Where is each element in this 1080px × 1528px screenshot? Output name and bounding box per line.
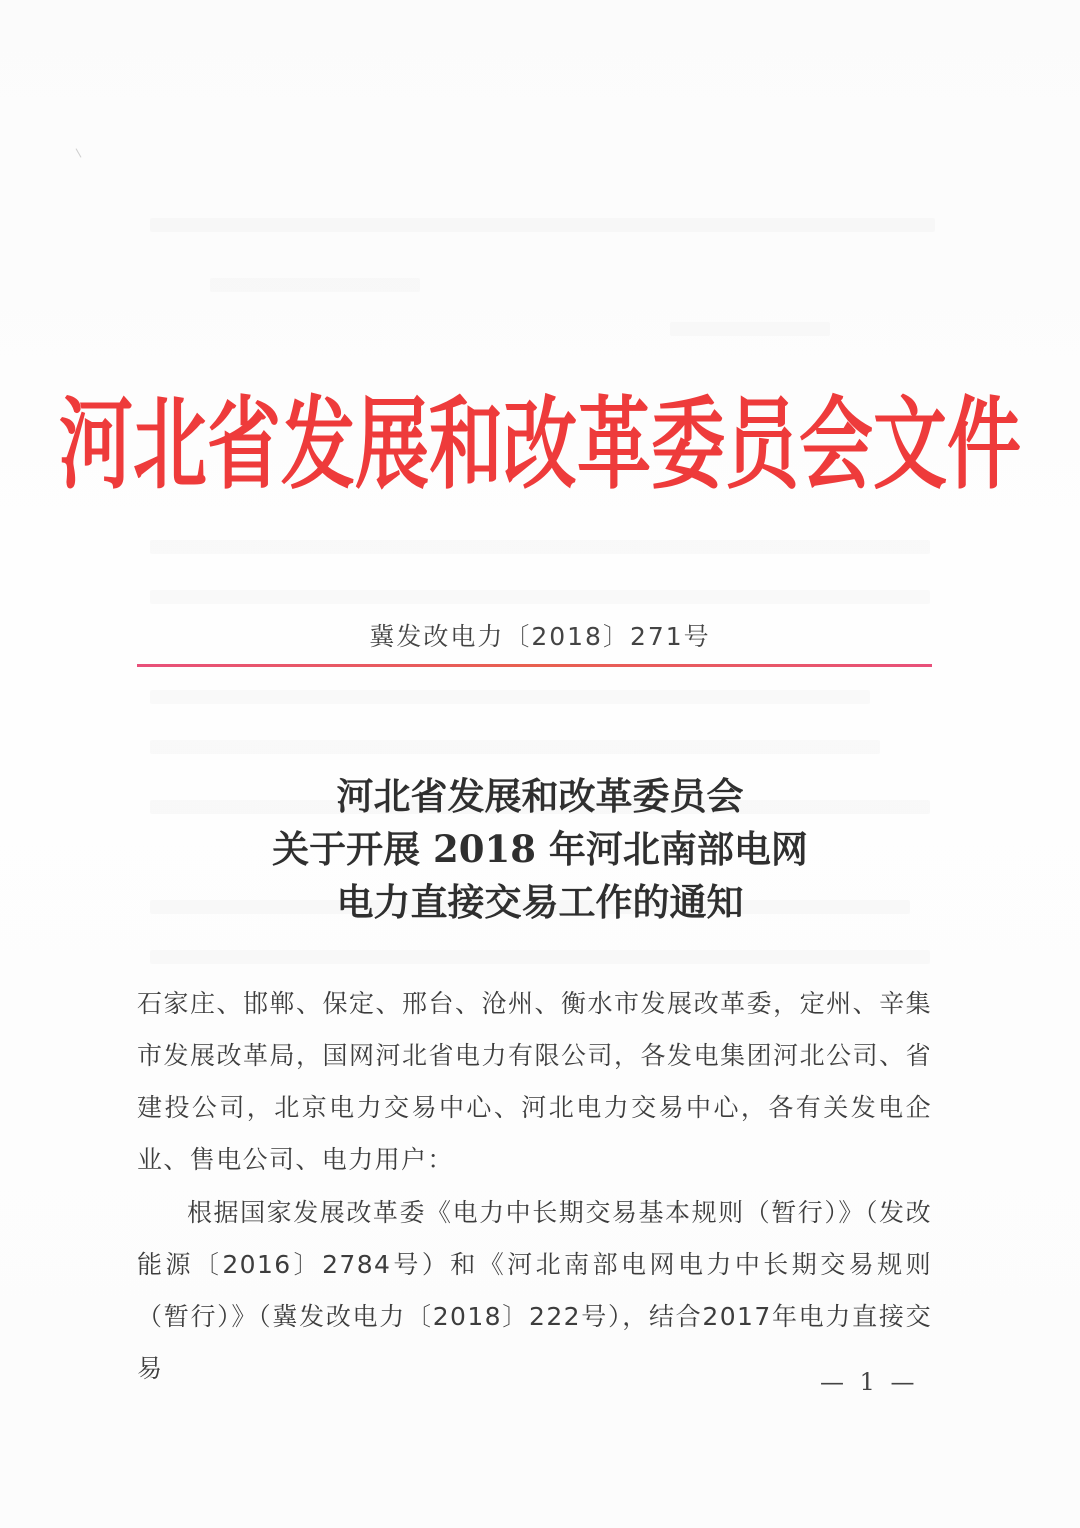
show-through bbox=[150, 590, 930, 604]
show-through bbox=[150, 690, 870, 704]
red-divider-rule bbox=[137, 664, 932, 667]
notice-title bbox=[0, 770, 1080, 929]
document-number: 冀发改电力〔2018〕271号 bbox=[369, 622, 711, 651]
page-number: — 1 — bbox=[820, 1368, 919, 1396]
title-line-3: 电力直接交易工作的通知 bbox=[336, 880, 744, 924]
show-through bbox=[670, 322, 830, 336]
title-line-1: 河北省发展和改革委员会 bbox=[336, 774, 744, 818]
title-line-2: 关于开展 2018 年河北南部电网 bbox=[272, 827, 808, 871]
show-through bbox=[150, 540, 930, 554]
recipients-paragraph: 石家庄、邯郸、保定、邢台、沧州、衡水市发展改革委，定州、辛集市发展改革局，国网河北省电力有限公司，各发电集团河北公司、省建投公司，北京电力交易中心、河北电力交易中心，各有关发电企业、售电公司、电力用户： bbox=[137, 989, 932, 1174]
show-through bbox=[150, 950, 930, 964]
show-through bbox=[150, 740, 880, 754]
paper-speck bbox=[76, 148, 82, 157]
masthead-title: 河北省发展和改革委员会文件 bbox=[59, 387, 1021, 504]
show-through bbox=[150, 218, 935, 232]
show-through bbox=[210, 278, 420, 292]
body-paragraph-1: 根据国家发展改革委《电力中长期交易基本规则（暂行）》（发改能源〔2016〕2784号）和《河北南部电网电力中长期交易规则（暂行）》（冀发改电力〔2018〕222号），结合2017年电力直接交易 bbox=[137, 1198, 932, 1383]
